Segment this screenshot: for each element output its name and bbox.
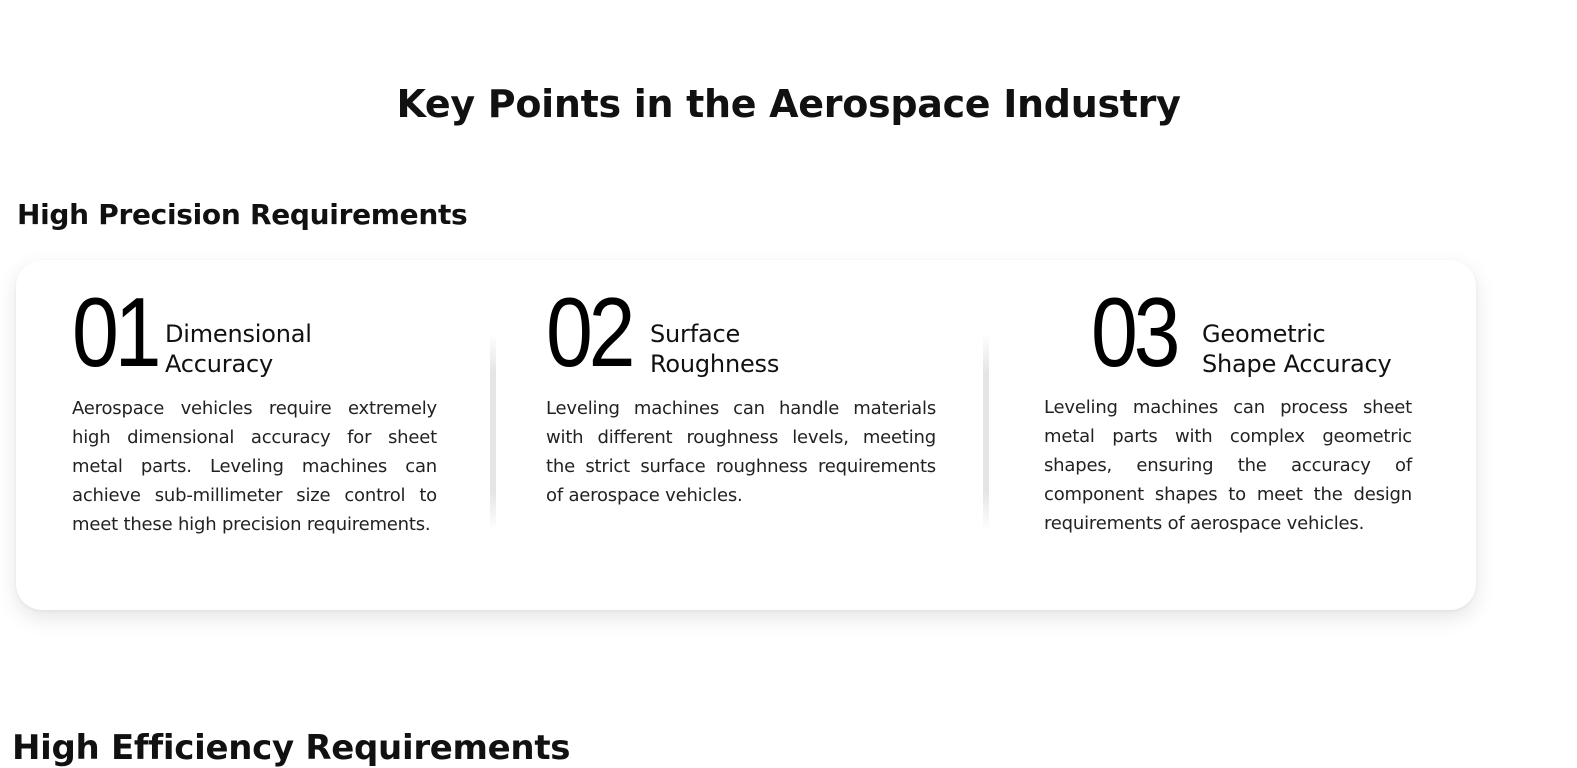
feature-description: Aerospace vehicles require extremely high dimensional accuracy for sheet metal parts. Leveling machines can achieve sub-millimeter size control to meet these high precision requirements. bbox=[72, 398, 437, 535]
feature-heading-line: Dimensional bbox=[165, 320, 312, 348]
feature-heading-line: Surface bbox=[650, 320, 741, 348]
feature-header bbox=[72, 265, 437, 387]
feature-heading-line: Accuracy bbox=[165, 350, 273, 378]
feature-divider bbox=[983, 333, 989, 531]
feature-divider bbox=[490, 333, 496, 531]
feature-number: 01 bbox=[72, 277, 158, 387]
feature-item bbox=[1044, 265, 1412, 534]
feature-item bbox=[72, 265, 437, 535]
feature-heading-line: Geometric bbox=[1202, 320, 1326, 348]
feature-description: Leveling machines can handle materials with different roughness levels, meeting the strict surface roughness requirements of aerospace vehicles. bbox=[546, 398, 936, 506]
section-title: High Precision Requirements bbox=[17, 198, 468, 231]
feature-item bbox=[546, 265, 936, 506]
feature-heading-line: Roughness bbox=[650, 350, 780, 378]
next-section-title: High Efficiency Requirements bbox=[12, 728, 571, 768]
feature-header bbox=[1044, 265, 1412, 387]
feature-number: 02 bbox=[546, 277, 632, 387]
feature-header bbox=[546, 265, 936, 387]
feature-heading bbox=[650, 319, 779, 379]
feature-heading bbox=[165, 319, 312, 379]
feature-number: 03 bbox=[1091, 277, 1177, 387]
page-title: Key Points in the Aerospace Industry bbox=[396, 82, 1181, 126]
feature-description: Leveling machines can process sheet metal parts with complex geometric shapes, ensuring the accuracy of component shapes to meet the design requirements of aerospace vehicles. bbox=[1044, 397, 1412, 534]
feature-heading bbox=[1202, 319, 1392, 379]
feature-heading-line: Shape Accuracy bbox=[1202, 350, 1392, 378]
